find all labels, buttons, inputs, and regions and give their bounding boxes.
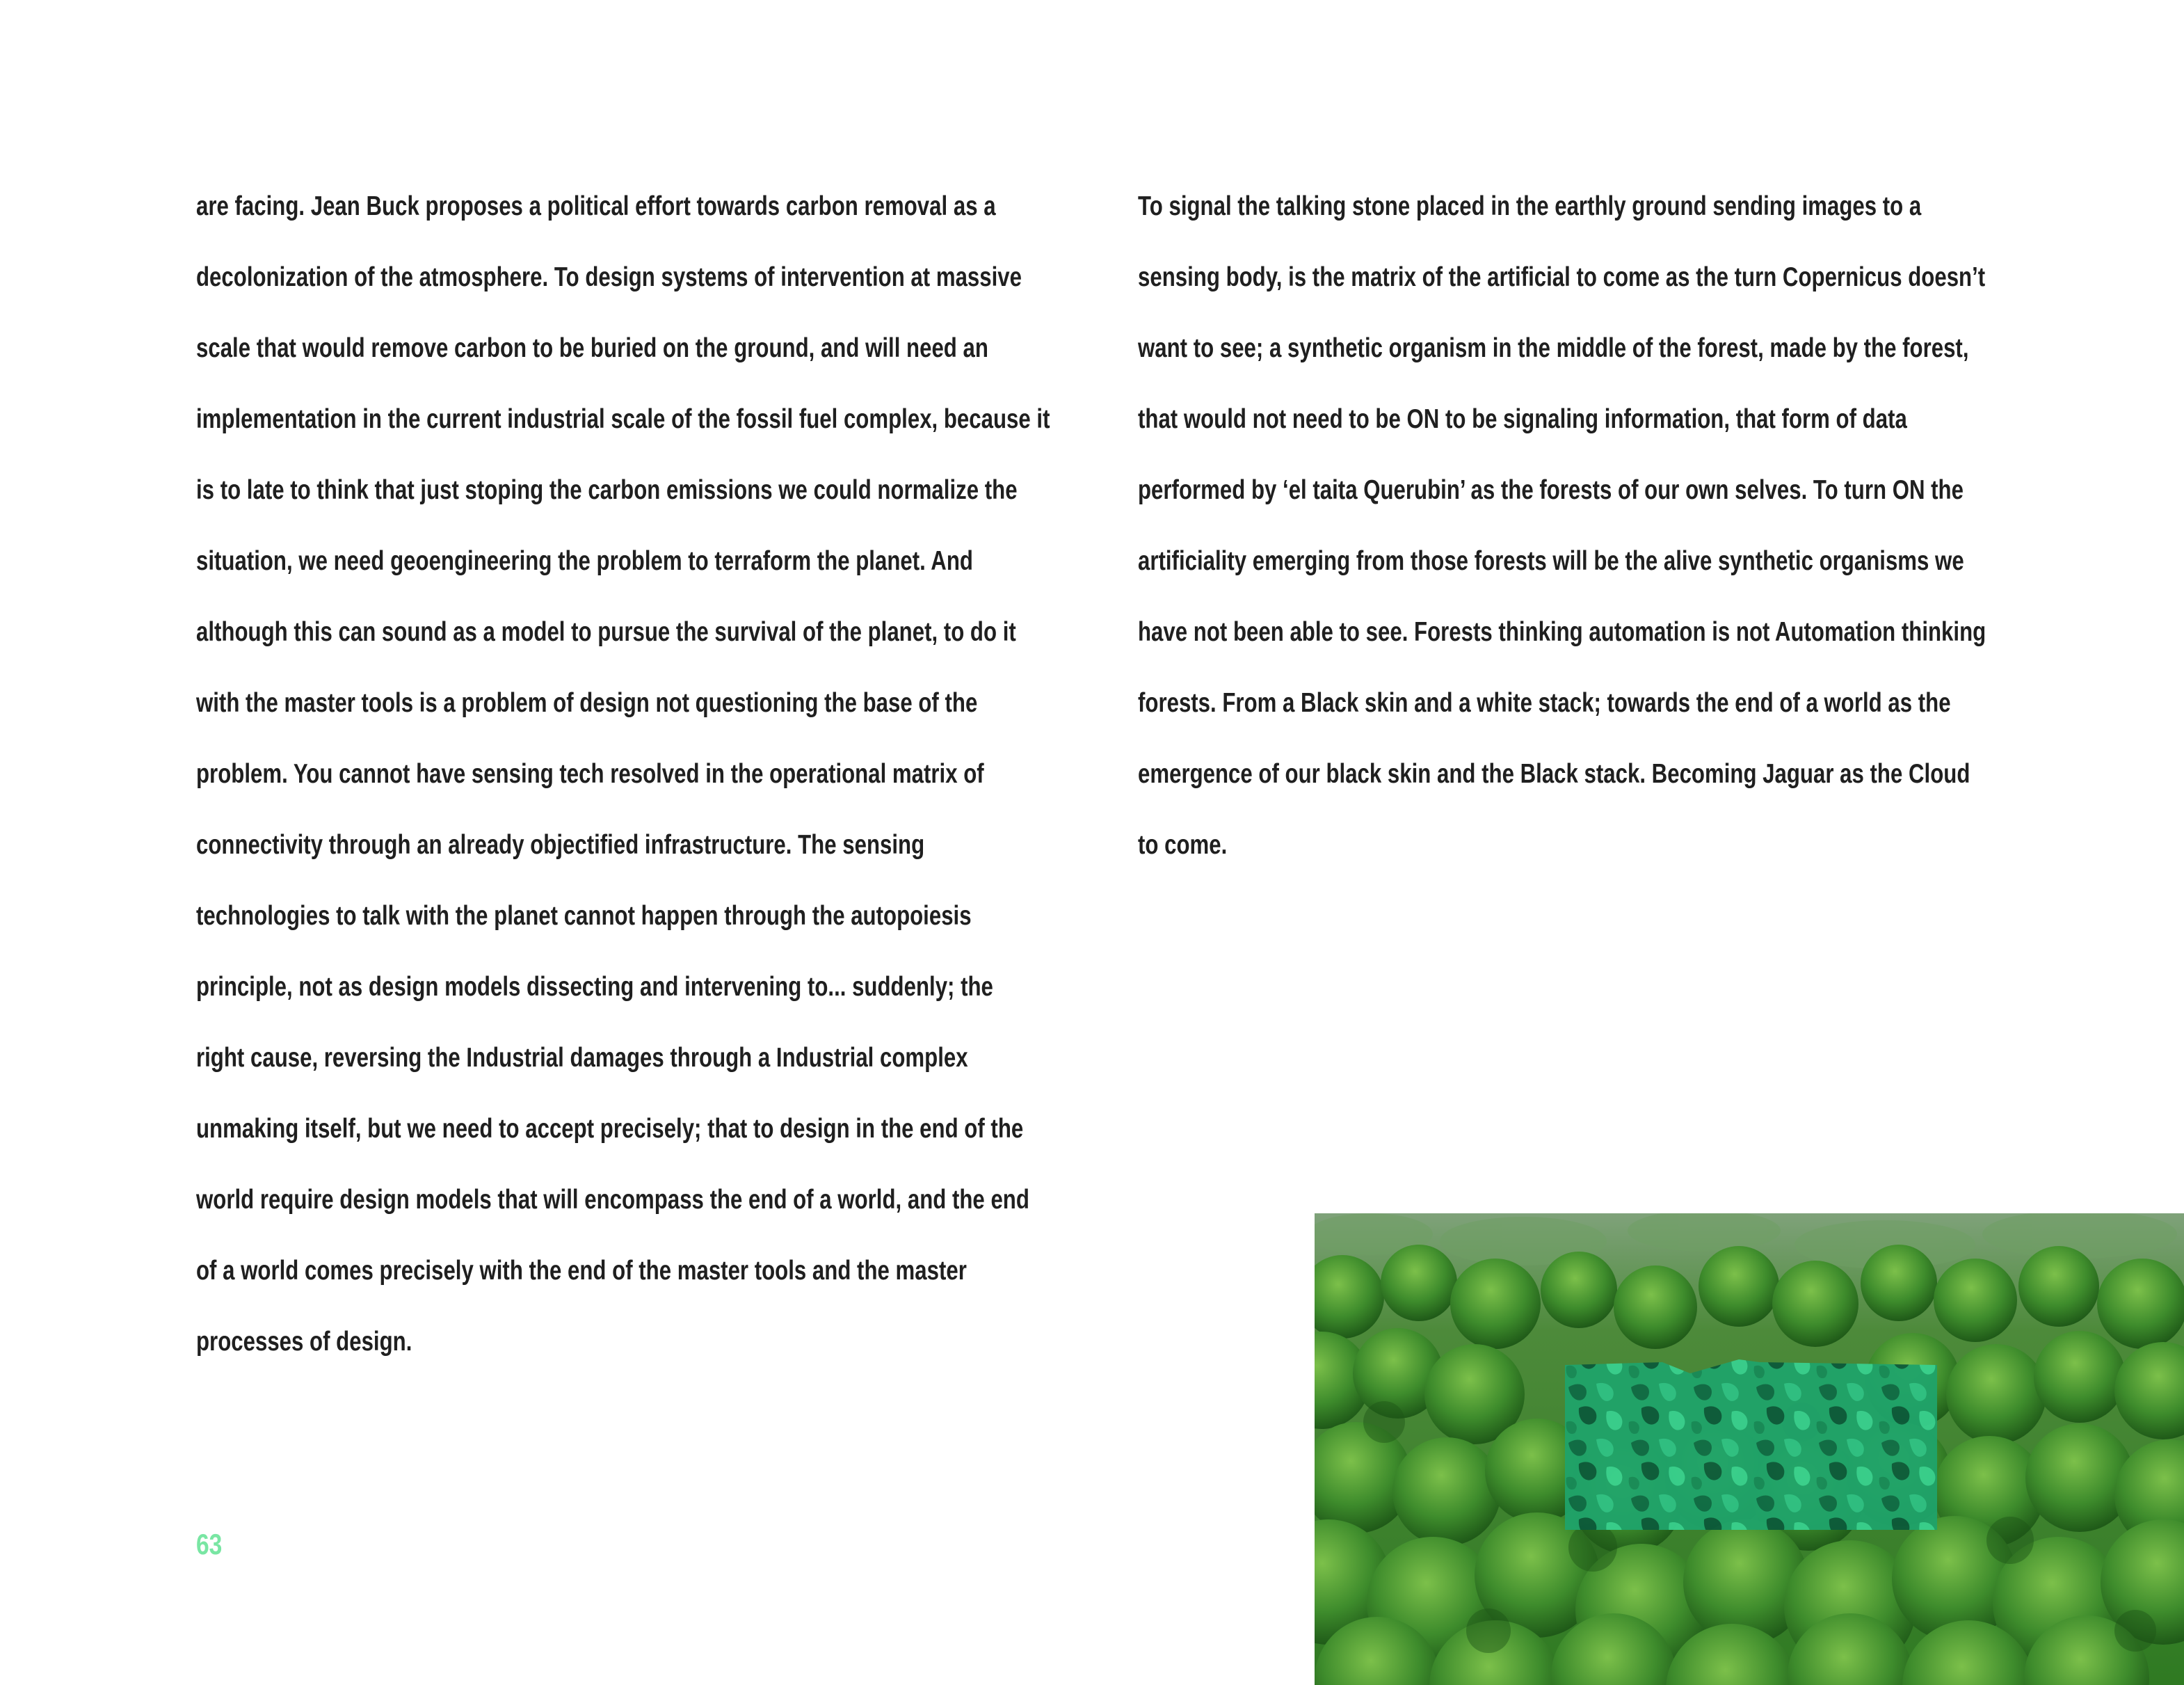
text-line: have not been able to see. Forests thinking automation is not Automation thinking	[1138, 617, 1986, 647]
text-line: scale that would remove carbon to be buried on the ground, and will need an	[196, 333, 988, 363]
text-line: are facing. Jean Buck proposes a political effort towards carbon removal as a	[196, 191, 996, 221]
forest-photo	[1315, 1213, 2184, 1685]
text-line: emergence of our black skin and the Black stack. Becoming Jaguar as the Cloud	[1138, 759, 1970, 789]
text-line: artificiality emerging from those forests will be the alive synthetic organisms we	[1138, 546, 1964, 576]
text-line: although this can sound as a model to pursue the survival of the planet, to do it	[196, 617, 1016, 647]
text-line: sensing body, is the matrix of the artificial to come as the turn Copernicus doesn’t	[1138, 262, 1986, 292]
text-line: of a world comes precisely with the end of the master tools and the master	[196, 1256, 967, 1286]
text-line: with the master tools is a problem of design not questioning the base of the	[196, 688, 978, 718]
text-line: world require design models that will encompass the end of a world, and the end	[196, 1185, 1029, 1215]
text-line: processes of design.	[196, 1327, 412, 1357]
text-line: forests. From a Black skin and a white stack; towards the end of a world as the	[1138, 688, 1951, 718]
text-line: principle, not as design models dissecting and intervening to... suddenly; the	[196, 972, 993, 1002]
text-line: unmaking itself, but we need to accept precisely; that to design in the end of the	[196, 1114, 1024, 1144]
text-line: is to late to think that just stoping the carbon emissions we could normalize the	[196, 475, 1018, 505]
text-line: to come.	[1138, 830, 1228, 860]
text-line: that would not need to be ON to be signaling information, that form of data	[1138, 404, 1907, 434]
text-line: situation, we need geoengineering the problem to terraform the planet. And	[196, 546, 973, 576]
text-line: right cause, reversing the Industrial damages through a Industrial complex	[196, 1043, 968, 1073]
text-line: implementation in the current industrial scale of the fossil fuel complex, because it	[196, 404, 1050, 434]
text-line: technologies to talk with the planet cannot happen through the autopoiesis	[196, 901, 972, 931]
text-line: To signal the talking stone placed in the earthly ground sending images to a	[1138, 191, 1922, 221]
text-line: problem. You cannot have sensing tech resolved in the operational matrix of	[196, 759, 984, 789]
text-line: want to see; a synthetic organism in the middle of the forest, made by the forest,	[1138, 333, 1969, 363]
right-text-column	[1138, 171, 2178, 881]
text-line: decolonization of the atmosphere. To design systems of intervention at massive	[196, 262, 1022, 292]
page-number: 63	[196, 1528, 223, 1560]
text-line: performed by ‘el taita Querubin’ as the forests of our own selves. To turn ON the	[1138, 475, 1964, 505]
text-line: connectivity through an already objectified infrastructure. The sensing	[196, 830, 925, 860]
left-text-column	[196, 171, 1050, 1377]
